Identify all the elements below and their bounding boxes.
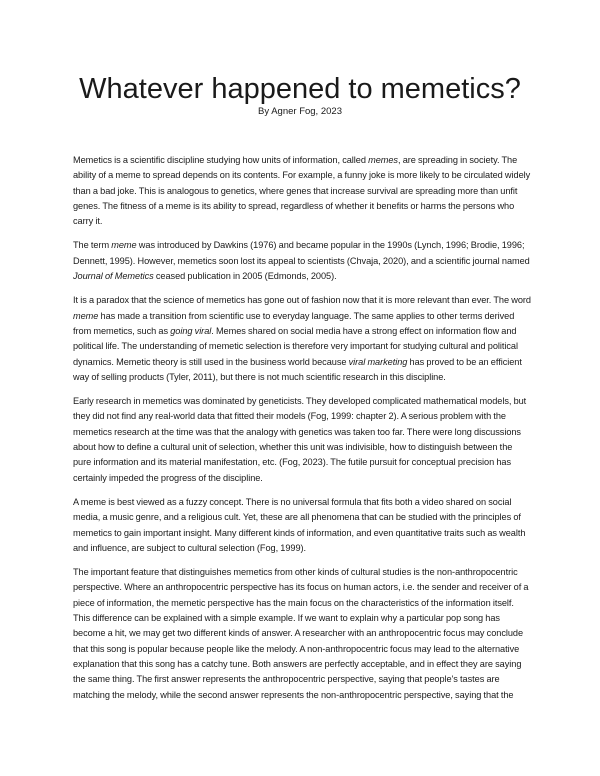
document-title: Whatever happened to memetics?: [79, 73, 521, 105]
document-body: [73, 153, 531, 712]
paragraph-1: Memetics is a scientific discipline studying how units of information, called memes, are spreading in society. The ability of a meme to spread depends on its contents. For example, a funny joke is more likely to be circulated widely than a bad joke. This is analogous to genetics, where genes that increase survival are spreading more than unfit genes. The fitness of a meme is its ability to spread, regardless of whether it benefits or harms the persons who carry it.: [73, 155, 531, 227]
paragraph-5: A meme is best viewed as a fuzzy concept. There is no universal formula that fits both a video shared on social media, a music genre, and a religious cult. Yet, these are all phenomena that can be studied with the principles of memetics to gain important insight. Many different kinds of information, and even quantitative traits such as wealth and influence, are subject to cultural selection (Fog, 1999).: [73, 496, 526, 553]
paragraph-3: It is a paradox that the science of memetics has gone out of fashion now that it is more relevant than ever. The word meme has made a transition from scientific use to everyday language. The same applies to other terms derived from memetics, such as going viral. Memes shared on social media have a strong effect on information flow and political life. The understanding of memetic selection is therefore very important for studying cultural and political dynamics. Memetic theory is still used in the business world because viral marketing has proved to be an efficient way of selling products (Tyler, 2011), but there is not much scientific research in this discipline.: [73, 295, 531, 382]
author-byline: By Agner Fog, 2023: [258, 106, 342, 117]
paragraph-6: The important feature that distinguishes memetics from other kinds of cultural studies is the non-anthropocentric perspective. Where an anthropocentric perspective has its focus on human actors, i.e. the sender and receiver of a piece of information, the memetic perspective has the main focus on the characteristics of the information itself. This difference can be explained with a simple example. If we want to explain why a particular pop song has become a hit, we may get two different kinds of answer. A researcher with an anthropocentric focus may conclude that this song is popular because people like the melody. A non-anthropocentric focus may lead to the alternative explanation that this song has a catchy tune. Both answers are perfectly acceptable, and in effect they are saying the same thing. The first answer represents the anthropocentric perspective, saying that people's tastes are matching the melody, while the second answer represents the non-anthropocentric perspective, saying that the: [73, 567, 529, 700]
paragraph-4: Early research in memetics was dominated by geneticists. They developed complicated mathematical models, but they did not find any real-world data that fitted their models (Fog, 1999: chapter 2). A serious problem with the memetics research at the time was that the analogy with genetics was taken too far. There were long discussions about how to define a cultural unit of selection, whether this unit was indivisible, how to distinguish between the pure information and its material manifestation, etc. (Fog, 2023). The futile pursuit for conceptual precision has certainly impeded the progress of the discipline.: [73, 396, 527, 483]
paragraph-2: The term meme was introduced by Dawkins (1976) and became popular in the 1990s (Lynch, 1996; Brodie, 1996; Dennett, 1995). However, memetics soon lost its appeal to scientists (Chvaja, 2020), and a scientific journal named Journal of Memetics ceased publication in 2005 (Edmonds, 2005).: [73, 240, 530, 282]
